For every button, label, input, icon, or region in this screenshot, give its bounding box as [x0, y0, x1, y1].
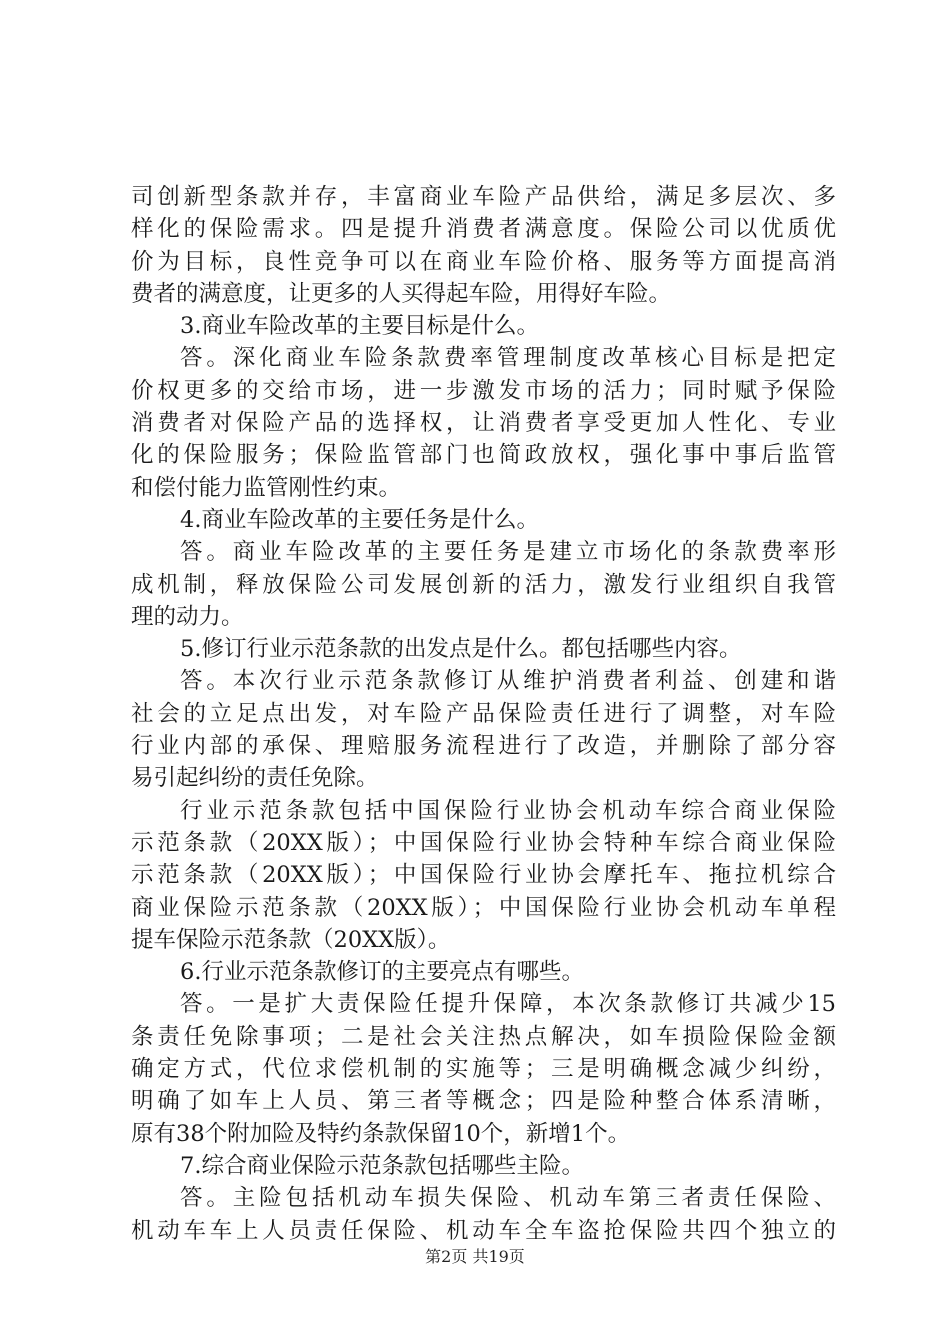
page-footer: 第2页 共19页 — [425, 1247, 525, 1266]
text-line: 价为目标，良性竞争可以在商业车险价格、服务等方面提高消 — [131, 248, 836, 275]
text-line: 明确了如车上人员、第三者等概念；四是险种整合体系清晰， — [131, 1088, 836, 1115]
text-line: 行业示范条款包括中国保险行业协会机动车综合商业保险 — [180, 797, 836, 824]
text-line: 消费者对保险产品的选择权，让消费者享受更加人性化、专业 — [131, 410, 836, 437]
text-line: 机动车车上人员责任保险、机动车全车盗抢保险共四个独立的 — [131, 1217, 836, 1244]
text-line: 6.行业示范条款修订的主要亮点有哪些。 — [180, 959, 584, 986]
text-line: 5.修订行业示范条款的出发点是什么。都包括哪些内容。 — [180, 636, 742, 663]
text-line: 示范条款（20XX版）；中国保险行业协会特种车综合商业保险 — [131, 829, 836, 856]
text-line: 提车保险示范条款（20XX版）。 — [131, 926, 451, 953]
text-line: 3.商业车险改革的主要目标是什么。 — [180, 313, 539, 340]
text-line: 答。主险包括机动车损失保险、机动车第三者责任保险、 — [180, 1185, 836, 1212]
text-line: 条责任免除事项；二是社会关注热点解决，如车损险保险金额 — [131, 1023, 836, 1050]
text-line: 成机制，释放保险公司发展创新的活力，激发行业组织自我管 — [131, 571, 836, 598]
text-line: 样化的保险需求。四是提升消费者满意度。保险公司以优质优 — [131, 216, 836, 243]
text-line: 易引起纠纷的责任免除。 — [131, 765, 379, 792]
text-line: 7.综合商业保险示范条款包括哪些主险。 — [180, 1152, 584, 1179]
text-line: 费者的满意度，让更多的人买得起车险，用得好车险。 — [131, 280, 672, 307]
text-line: 行业内部的承保、理赔服务流程进行了改造，并删除了部分容 — [131, 733, 836, 760]
text-line: 原有38个附加险及特约条款保留10个，新增1个。 — [131, 1120, 631, 1147]
text-line: 答。本次行业示范条款修订从维护消费者利益、创建和谐 — [180, 668, 836, 695]
text-line: 确定方式，代位求偿机制的实施等；三是明确概念减少纠纷， — [131, 1056, 836, 1083]
text-line: 4.商业车险改革的主要任务是什么。 — [180, 506, 539, 533]
text-line: 商业保险示范条款（20XX版）；中国保险行业协会机动车单程 — [131, 894, 836, 921]
text-line: 示范条款（20XX版）；中国保险行业协会摩托车、拖拉机综合 — [131, 862, 836, 889]
text-line: 和偿付能力监管刚性约束。 — [131, 474, 402, 501]
text-line: 社会的立足点出发，对车险产品保险责任进行了调整，对车险 — [131, 700, 836, 727]
text-line: 答。商业车险改革的主要任务是建立市场化的条款费率形 — [180, 539, 836, 566]
text-line: 化的保险服务；保险监管部门也简政放权，强化事中事后监管 — [131, 442, 836, 469]
text-line: 理的动力。 — [131, 603, 244, 630]
text-line: 价权更多的交给市场，进一步激发市场的活力；同时赋予保险 — [131, 377, 836, 404]
text-line: 答。一是扩大责保险任提升保障，本次条款修订共减少15 — [180, 991, 836, 1018]
document-body — [131, 181, 836, 1247]
text-line: 司创新型条款并存，丰富商业车险产品供给，满足多层次、多 — [131, 184, 836, 210]
text-line: 答。深化商业车险条款费率管理制度改革核心目标是把定 — [180, 345, 836, 372]
